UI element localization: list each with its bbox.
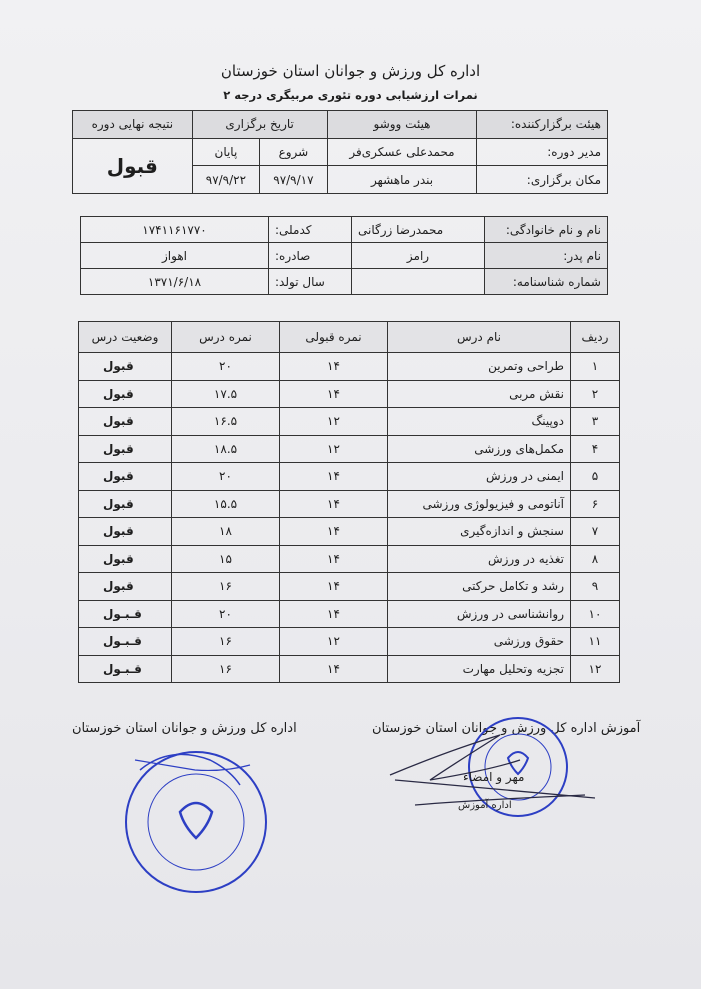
pass-score: ۱۴ <box>280 380 388 408</box>
national-code-label: کدملی: <box>269 217 352 243</box>
course-score: ۲۰ <box>172 600 280 628</box>
name-label: نام و نام خانوادگی: <box>485 217 608 243</box>
pass-score: ۱۴ <box>280 490 388 518</box>
pass-score: ۱۲ <box>280 408 388 436</box>
row-number: ۸ <box>571 545 620 573</box>
row-number: ۱۱ <box>571 628 620 656</box>
course-status: قبول <box>79 573 172 601</box>
final-result-value: قبول <box>73 138 193 193</box>
course-score: ۱۵.۵ <box>172 490 280 518</box>
course-status: قبول <box>79 380 172 408</box>
course-status: قـبـول <box>79 628 172 656</box>
director-label: مدیر دوره: <box>477 138 608 166</box>
course-name: رشد و تکامل حرکتی <box>388 573 571 601</box>
stamp-subcaption: اداره آموزش <box>458 800 512 811</box>
pass-score: ۱۴ <box>280 545 388 573</box>
course-status: قبول <box>79 353 172 381</box>
pass-score: ۱۴ <box>280 518 388 546</box>
start-date-value: ۹۷/۹/۱۷ <box>260 166 328 194</box>
issued-label: صادره: <box>269 243 352 269</box>
course-score: ۱۶ <box>172 655 280 683</box>
issued-value: اهواز <box>81 243 269 269</box>
course-status: قبول <box>79 518 172 546</box>
header-row-number: ردیف <box>571 322 620 353</box>
row-number: ۵ <box>571 463 620 491</box>
organizer-label: هیئت برگزارکننده: <box>477 111 608 139</box>
course-name: سنجش و اندازه‌گیری <box>388 518 571 546</box>
stamp-caption: مهر و امضاء <box>463 770 525 784</box>
pass-score: ۱۴ <box>280 463 388 491</box>
course-score: ۱۵ <box>172 545 280 573</box>
document-subtitle: نمرات ارزشیابی دوره تئوری مربیگری درجه ۲ <box>223 88 478 102</box>
left-signature-label: اداره کل ورزش و جوانان استان خوزستان <box>72 721 297 736</box>
row-number: ۲ <box>571 380 620 408</box>
header-pass-score: نمره قبولی <box>280 322 388 353</box>
course-score: ۱۷.۵ <box>172 380 280 408</box>
end-label: پایان <box>192 138 260 166</box>
course-name: روانشناسی در ورزش <box>388 600 571 628</box>
director-value: محمدعلی عسکری‌فر <box>327 138 477 166</box>
row-number: ۳ <box>571 408 620 436</box>
course-name: آناتومی و فیزیولوژی ورزشی <box>388 490 571 518</box>
course-name: تغذیه در ورزش <box>388 545 571 573</box>
end-date-value: ۹۷/۹/۲۲ <box>192 166 260 194</box>
course-name: تجزیه وتحلیل مهارت <box>388 655 571 683</box>
organizer-value: هیئت ووشو <box>327 111 477 139</box>
pass-score: ۱۴ <box>280 573 388 601</box>
course-status: قبول <box>79 435 172 463</box>
result-label: نتیجه نهایی دوره <box>73 111 193 139</box>
header-course-score: نمره درس <box>172 322 280 353</box>
course-status: قبول <box>79 463 172 491</box>
course-score: ۱۸.۵ <box>172 435 280 463</box>
row-number: ۷ <box>571 518 620 546</box>
course-status: قبول <box>79 545 172 573</box>
header-course-status: وضعیت درس <box>79 322 172 353</box>
row-number: ۴ <box>571 435 620 463</box>
id-number-label: شماره شناسنامه: <box>485 269 608 295</box>
pass-score: ۱۴ <box>280 655 388 683</box>
header-course-name: نام درس <box>388 322 571 353</box>
pass-score: ۱۴ <box>280 600 388 628</box>
pass-score: ۱۲ <box>280 628 388 656</box>
course-name: طراحی وتمرین <box>388 353 571 381</box>
row-number: ۹ <box>571 573 620 601</box>
course-name: نقش مربی <box>388 380 571 408</box>
father-value: رامز <box>352 243 485 269</box>
name-value: محمدرضا زرگانی <box>352 217 485 243</box>
course-score: ۲۰ <box>172 463 280 491</box>
date-label: تاریخ برگزاری <box>192 111 327 139</box>
national-code-value: ۱۷۴۱۱۶۱۷۷۰ <box>81 217 269 243</box>
course-status: قبول <box>79 408 172 436</box>
course-status: قـبـول <box>79 600 172 628</box>
course-score: ۲۰ <box>172 353 280 381</box>
course-score: ۱۶ <box>172 573 280 601</box>
right-signature-label: آموزش اداره کل ورزش و جوانان استان خوزستان <box>372 721 641 736</box>
course-status: قـبـول <box>79 655 172 683</box>
location-value: بندر ماهشهر <box>327 166 477 194</box>
row-number: ۱ <box>571 353 620 381</box>
pass-score: ۱۲ <box>280 435 388 463</box>
row-number: ۱۰ <box>571 600 620 628</box>
birth-year-label: سال تولد: <box>269 269 352 295</box>
course-score: ۱۶.۵ <box>172 408 280 436</box>
row-number: ۱۲ <box>571 655 620 683</box>
location-label: مکان برگزاری: <box>477 166 608 194</box>
left-official-stamp <box>126 752 266 892</box>
course-name: مکمل‌های ورزشی <box>388 435 571 463</box>
row-number: ۶ <box>571 490 620 518</box>
course-score: ۱۶ <box>172 628 280 656</box>
course-name: دوپینگ <box>388 408 571 436</box>
pass-score: ۱۴ <box>280 353 388 381</box>
course-name: ایمنی در ورزش <box>388 463 571 491</box>
start-label: شروع <box>260 138 328 166</box>
document-title: اداره کل ورزش و جوانان استان خوزستان <box>220 62 481 80</box>
father-label: نام پدر: <box>485 243 608 269</box>
course-score: ۱۸ <box>172 518 280 546</box>
course-status: قبول <box>79 490 172 518</box>
birth-year-value: ۱۳۷۱/۶/۱۸ <box>81 269 269 295</box>
course-name: حقوق ورزشی <box>388 628 571 656</box>
